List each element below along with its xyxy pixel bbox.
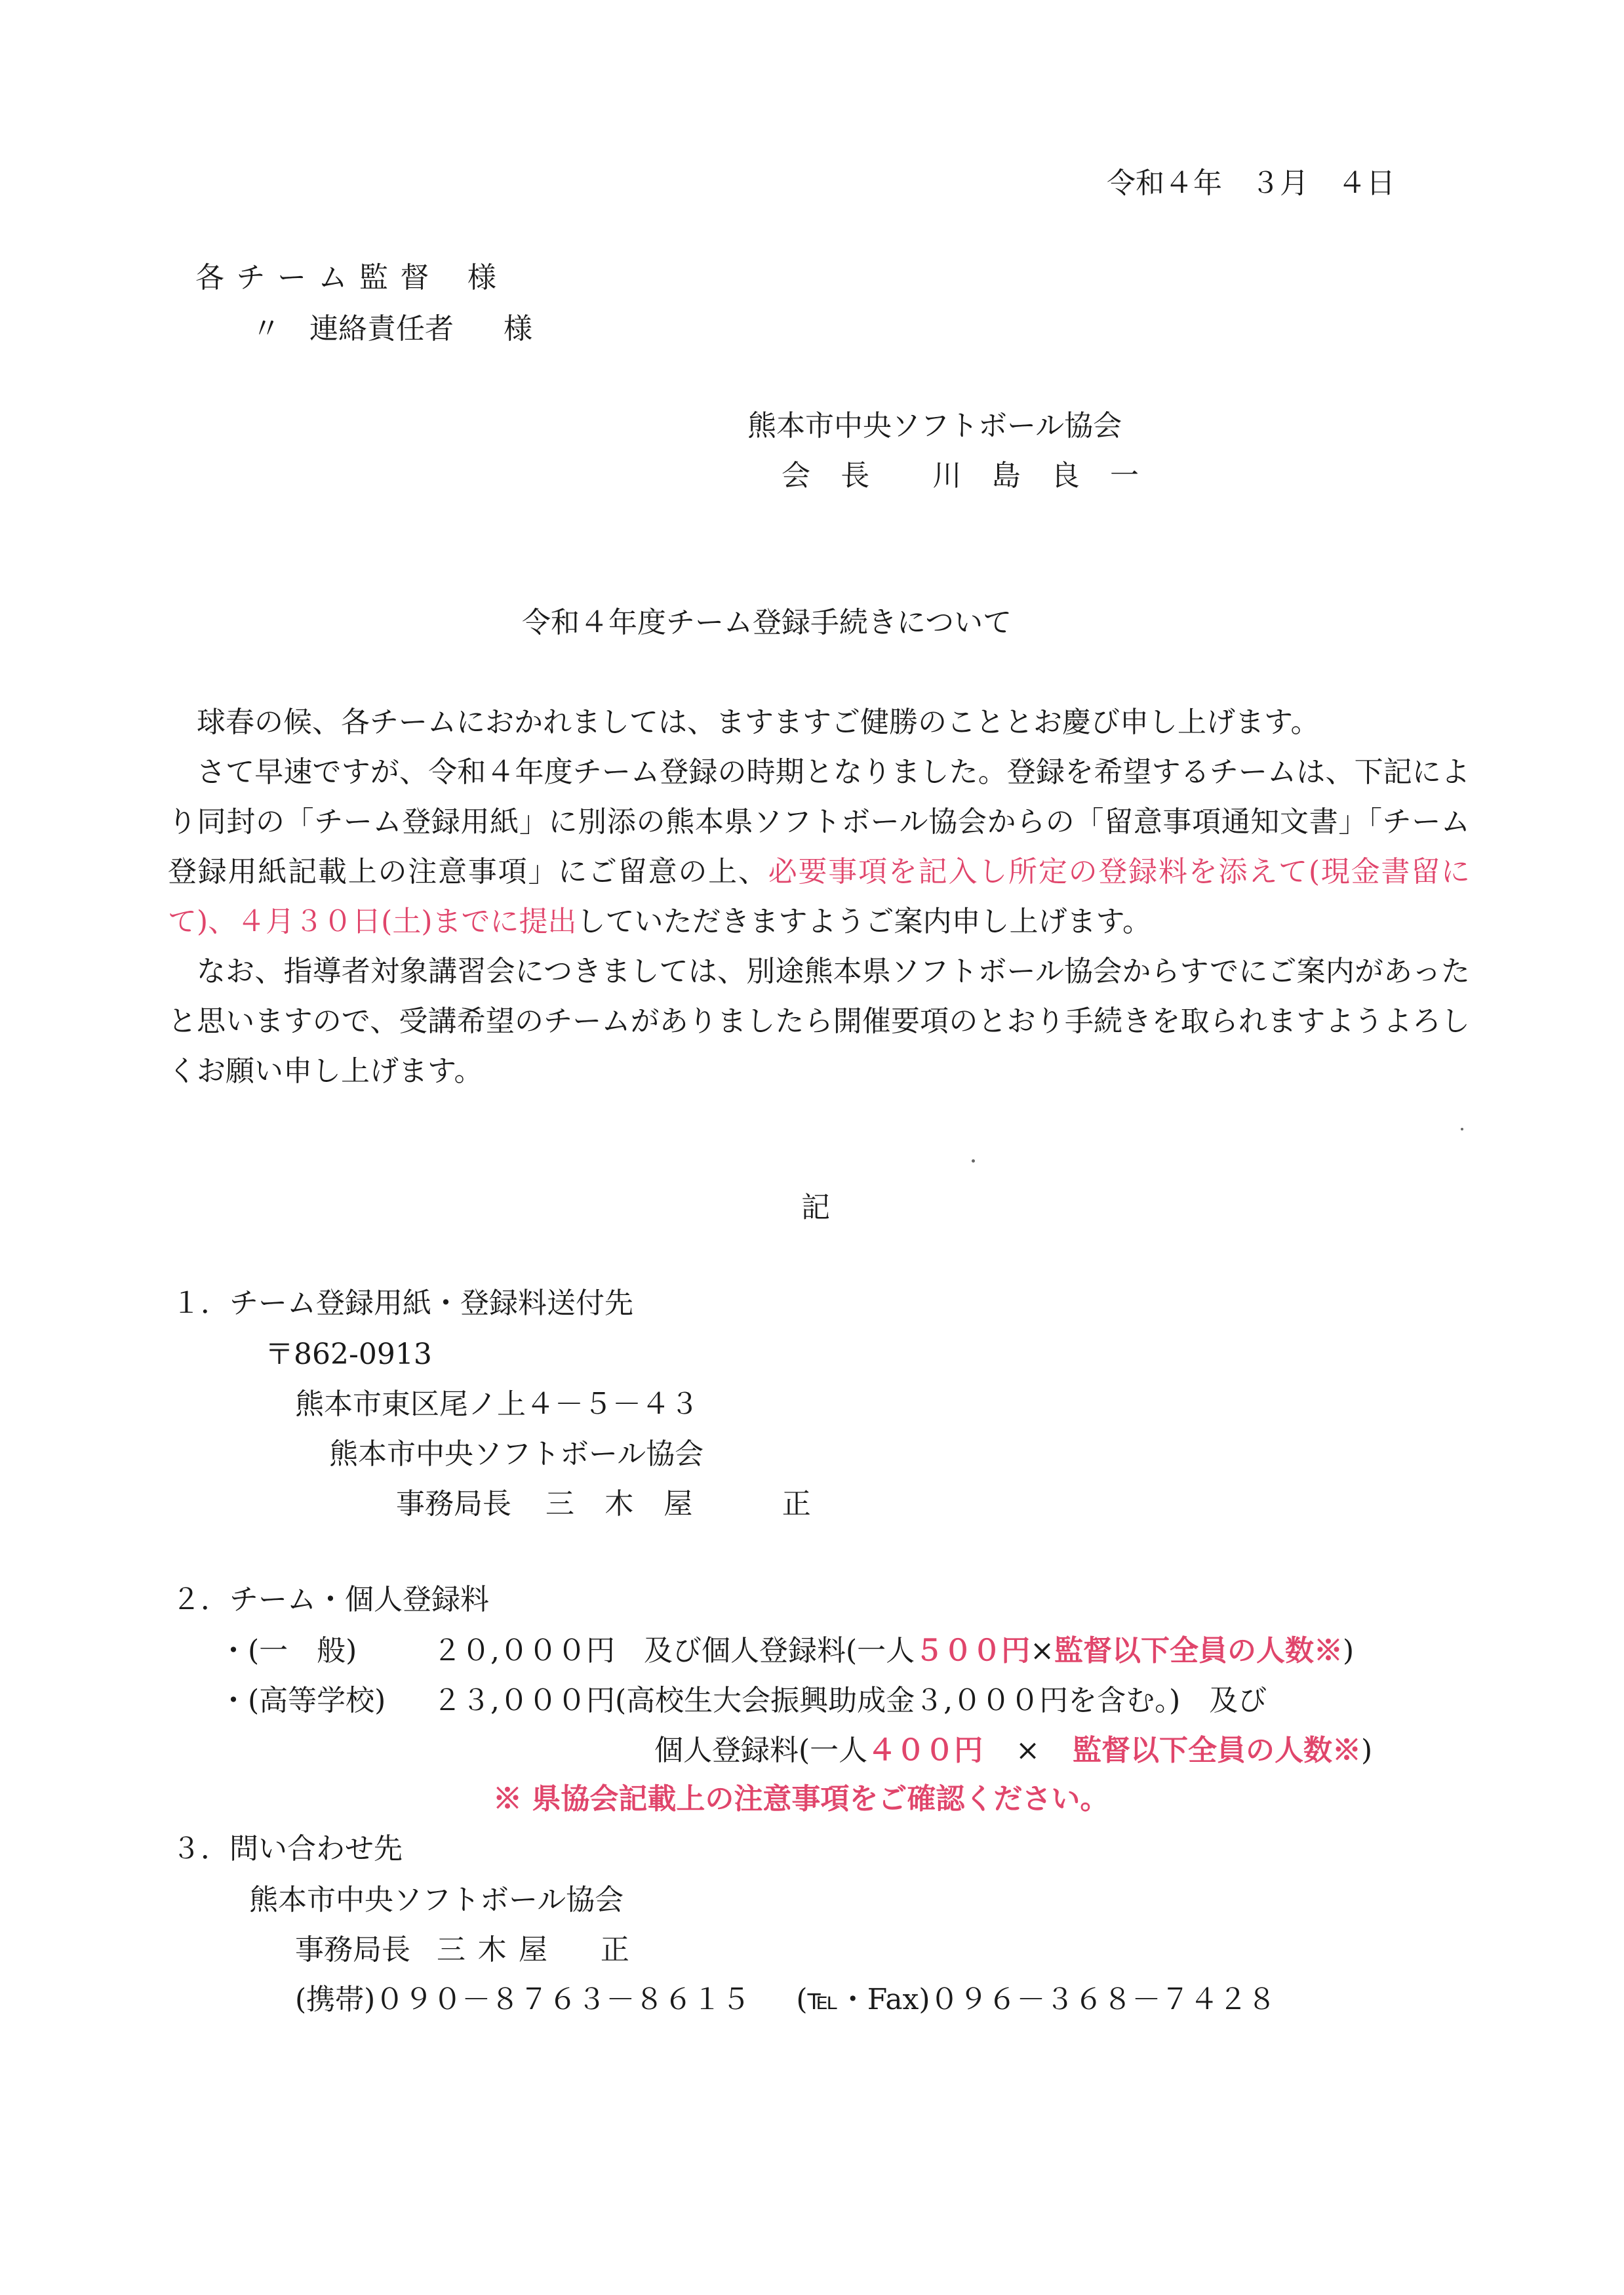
sender-title: 会長 <box>782 459 900 492</box>
section3-contact <box>295 1933 642 1966</box>
section3-heading: ３．問い合わせ先 <box>172 1832 403 1866</box>
fee-general-times: × <box>1030 1634 1055 1667</box>
section1-name: 三木屋 正 <box>545 1487 841 1521</box>
section1-role: 事務局長 <box>396 1487 511 1521</box>
sender-org: 熊本市中央ソフトボール協会 <box>747 409 1122 443</box>
sender-line <box>782 459 1170 492</box>
section3-org: 熊本市中央ソフトボール協会 <box>249 1883 624 1917</box>
mobile-label: (携帯) <box>295 1983 376 2016</box>
section1-postal-code: 〒862-0913 <box>265 1338 432 1371</box>
document-date: 令和４年 ３月 ４日 <box>1107 167 1395 200</box>
fee-highschool-close: ) <box>1361 1734 1373 1767</box>
scan-speck <box>972 1159 975 1163</box>
fee-general-close: ) <box>1343 1634 1355 1667</box>
fee-general-per-person: ５００円 <box>915 1634 1031 1667</box>
section1-org: 熊本市中央ソフトボール協会 <box>329 1437 704 1471</box>
section2-heading: ２．チーム・個人登録料 <box>172 1583 489 1616</box>
document-body <box>168 698 1470 1096</box>
registration-deadline-highlight: 必要事項を記入し所定の登録料を添えて(現金書留にて)、４月３０日(土)までに提出 <box>168 855 1470 938</box>
addressee-coach-name: 各チーム監督 <box>195 261 441 294</box>
fee-highschool-times: × <box>1016 1734 1040 1767</box>
fee-highschool-amount: ２３,０００円(高校生大会振興助成金３,０００円を含む。) 及び <box>433 1684 1267 1717</box>
section3-phones <box>295 1983 1277 2016</box>
fee-highschool-per-person: ４００円 <box>867 1734 983 1767</box>
addressee-contact-honorific: 様 <box>504 312 532 346</box>
document-subject: 令和４年度チーム登録手続きについて <box>522 606 1012 639</box>
fee-highschool-label: ・(高等学校) <box>219 1684 386 1717</box>
section1-heading: １．チーム登録用紙・登録料送付先 <box>172 1287 633 1320</box>
body-paragraph-registration <box>168 748 1470 947</box>
section3-name: 三木屋 正 <box>437 1933 642 1966</box>
section1-address: 熊本市東区尾ノ上４－５－４３ <box>295 1387 699 1421</box>
fee-general-label: ・(一 般) <box>219 1634 357 1667</box>
fee-general-amount: ２０,０００円 及び個人登録料(一人 <box>433 1634 915 1667</box>
addressee-contact <box>252 312 532 346</box>
fee-note: ※ 県協会記載上の注意事項をご確認ください。 <box>493 1782 1109 1816</box>
section3-role: 事務局長 <box>295 1933 410 1966</box>
fee-highschool-members: 監督以下全員の人数※ <box>1073 1734 1362 1767</box>
addressee-contact-name: 〃 連絡責任者 <box>252 312 454 346</box>
fee-highschool-line2 <box>654 1736 1372 1765</box>
sender-name: 川島良一 <box>932 459 1170 492</box>
ki-heading: 記 <box>801 1191 830 1224</box>
fee-general-members: 監督以下全員の人数※ <box>1054 1634 1343 1667</box>
tel-fax-label: (℡・Fax) <box>796 1983 930 2016</box>
tel-fax-number: ０９６－３６８－７４２８ <box>930 1983 1277 2016</box>
fee-highschool-personal: 個人登録料(一人 <box>654 1734 868 1767</box>
body-paragraph-seminar: なお、指導者対象講習会につきましては、別途熊本県ソフトボール協会からすでにご案内があったと思いますので、受講希望のチームがありましたら開催要項のとおり手続きを取られますようよろしくお願い申し上げます。 <box>168 955 1470 1088</box>
addressee-coach-honorific: 様 <box>467 261 509 294</box>
body-paragraph-greeting: 球春の候、各チームにおかれましては、ますますご健勝のこととお慶び申し上げます。 <box>197 706 1320 739</box>
scan-speck <box>1461 1128 1463 1130</box>
mobile-number: ０９０－８７６３－８６１５ <box>375 1983 751 2016</box>
fee-general-line <box>433 1634 1355 1667</box>
registration-text: さて早速ですが、令和４年度チーム登録の時期となりました。登録を希望するチームは、下記により同封の「チーム登録用紙」に別添の熊本県ソフトボール協会からの「留意事項通知文書」「チーム登録用紙記載上の注意事項」にご留意の上、 <box>168 755 1470 888</box>
registration-text-end: していただきますようご案内申し上げます。 <box>576 905 1151 938</box>
section1-contact <box>396 1487 841 1521</box>
addressee-coach <box>195 261 509 294</box>
